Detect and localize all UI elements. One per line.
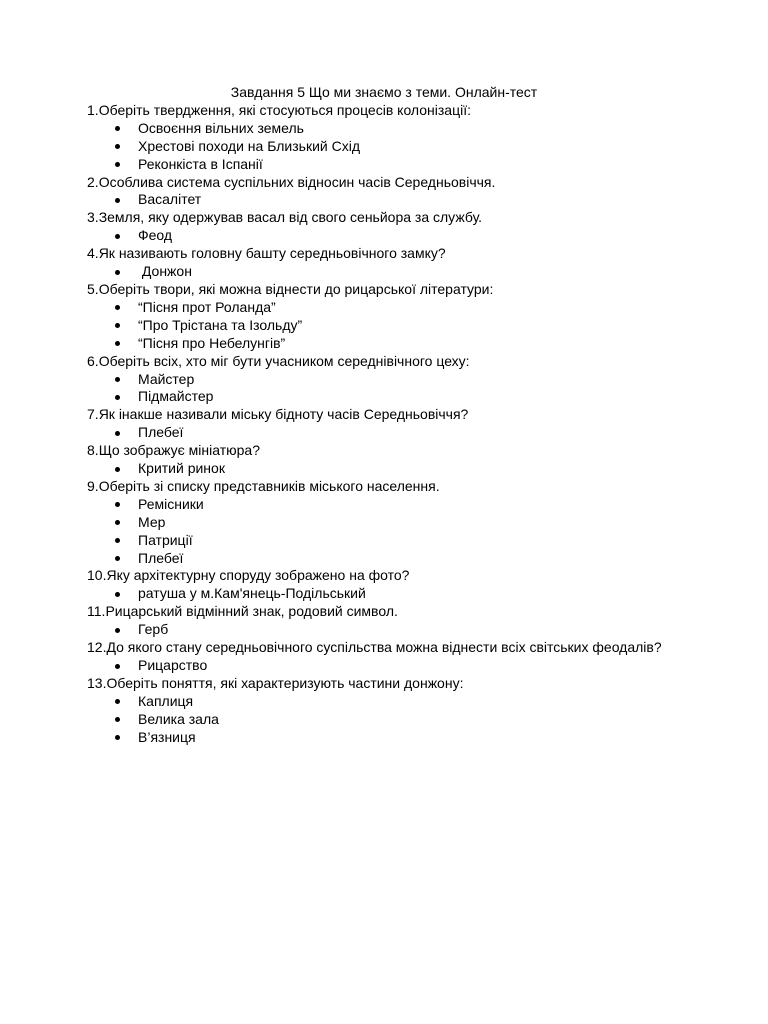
bullet-icon — [115, 144, 120, 149]
answer-text: Донжон — [138, 263, 192, 280]
answer-item — [87, 532, 738, 550]
bullet-icon — [115, 502, 120, 507]
question-number: 12. — [87, 639, 107, 656]
answer-item — [87, 496, 738, 514]
answer-text: Майстер — [138, 370, 195, 387]
question-text: Земля, яку одержував васал від свого сеньйора за службу. — [98, 209, 483, 226]
bullet-icon — [115, 270, 120, 275]
answer-item — [87, 460, 738, 478]
answer-item — [87, 729, 738, 747]
question-text: Особлива система суспільних відносин часів Середньовіччя. — [98, 173, 496, 190]
question-line — [87, 675, 738, 693]
bullet-icon — [115, 431, 120, 436]
answer-text: Мер — [138, 513, 166, 530]
answer-text: Рицарство — [138, 657, 208, 673]
answer-item — [87, 371, 738, 389]
answer-text: “Пісня прот Роланда” — [138, 298, 276, 315]
bullet-icon — [115, 664, 120, 669]
bullet-icon — [115, 395, 120, 400]
answer-item — [87, 299, 738, 317]
bullet-icon — [115, 699, 120, 704]
question-line — [87, 639, 738, 657]
answer-item — [87, 621, 738, 639]
answer-item — [87, 227, 738, 245]
bullet-icon — [115, 162, 120, 167]
question-text: Оберіть твори, які можна віднести до рицарської літератури: — [98, 280, 494, 297]
question-line — [87, 406, 738, 424]
answer-item — [87, 585, 738, 603]
question-line — [87, 353, 738, 371]
answer-text: Каплиця — [138, 692, 194, 709]
bullet-icon — [115, 377, 120, 382]
question-line — [87, 245, 738, 263]
bullet-icon — [115, 717, 120, 722]
question-text: Яку архітектурну споруду зображено на фото? — [106, 567, 410, 584]
answer-item — [87, 317, 738, 335]
answer-item — [87, 550, 738, 568]
answer-text: Підмайстер — [138, 388, 214, 405]
answer-text: Хрестові походи на Близький Схід — [138, 137, 360, 154]
answer-item — [87, 191, 738, 209]
bullet-icon — [115, 305, 120, 310]
question-text: Як називають головну башту середньовічного замку? — [98, 245, 446, 262]
answer-item — [87, 514, 738, 532]
answer-text: Плебеї — [138, 424, 184, 441]
bullet-icon — [115, 538, 120, 543]
question-line — [87, 209, 738, 227]
answer-text: В’язниця — [138, 728, 196, 745]
question-number: 9. — [87, 477, 99, 494]
answer-item — [87, 657, 738, 675]
answer-item — [87, 424, 738, 442]
question-line — [87, 603, 738, 621]
question-text: Як інакше називали міську бідноту часів Середньовіччя? — [98, 406, 469, 423]
bullet-icon — [115, 592, 120, 597]
bullet-icon — [115, 234, 120, 239]
answer-text: Критий ринок — [138, 460, 225, 477]
answer-text: Феод — [138, 227, 173, 244]
answer-text: Ремісники — [138, 495, 204, 512]
question-number: 3. — [87, 209, 99, 226]
bullet-icon — [115, 556, 120, 561]
question-line — [87, 174, 738, 192]
answer-text: Герб — [138, 621, 169, 638]
question-number: 6. — [87, 352, 99, 369]
question-number: 7. — [87, 406, 99, 423]
bullet-icon — [115, 323, 120, 328]
answer-item — [87, 335, 738, 353]
question-line — [87, 478, 738, 496]
question-number: 4. — [87, 245, 99, 262]
bullet-icon — [115, 735, 120, 740]
bullet-icon — [115, 341, 120, 346]
question-number: 5. — [87, 280, 99, 297]
question-number: 8. — [87, 442, 99, 459]
answer-text: “Пісня про Небелунгів” — [138, 334, 286, 351]
bullet-icon — [115, 126, 120, 131]
question-text: Рицарський відмінний знак, родовий символ. — [105, 603, 398, 620]
answer-item — [87, 156, 738, 174]
question-number: 13. — [87, 674, 107, 691]
question-text: Оберіть поняття, які характеризують частини донжону: — [106, 674, 464, 691]
answer-text: Реконкіста в Іспанії — [138, 155, 263, 172]
answer-text: ратуша у м.Кам'янець-Подільський — [138, 585, 366, 602]
question-line — [87, 102, 738, 120]
answer-item — [87, 138, 738, 156]
answer-text: “Про Трістана та Ізольду” — [138, 316, 303, 333]
question-text: Оберіть зі списку представників міського населення. — [98, 477, 440, 494]
question-line — [87, 281, 738, 299]
question-number: 2. — [87, 173, 99, 190]
answer-item — [87, 388, 738, 406]
answer-item — [87, 693, 738, 711]
bullet-icon — [115, 467, 120, 472]
bullet-icon — [115, 628, 120, 633]
answer-text: Васалітет — [138, 191, 202, 208]
question-line — [87, 567, 738, 585]
answer-text: Плебеї — [138, 549, 184, 566]
question-number: 10. — [87, 567, 107, 584]
question-text: До якого стану середньовічного суспільства можна віднести всіх світських феодалів? — [106, 639, 662, 656]
answer-text: Патриції — [138, 531, 193, 548]
answer-item — [87, 711, 738, 729]
bullet-icon — [115, 520, 120, 525]
answer-item — [87, 120, 738, 138]
answer-item — [87, 263, 738, 281]
question-number: 11. — [87, 603, 106, 620]
question-number: 1. — [87, 101, 99, 118]
answer-text: Велика зала — [138, 710, 219, 727]
question-list — [0, 102, 768, 747]
question-line — [87, 442, 738, 460]
answer-text: Освоєння вільних земель — [138, 119, 304, 136]
question-text: Що зображує мініатюра? — [98, 442, 261, 459]
question-text: Оберіть твердження, які стосуються процесів колонізації: — [98, 101, 471, 118]
question-text: Оберіть всіх, хто міг бути учасником середнівічного цеху: — [98, 352, 470, 369]
page-title: Завдання 5 Що ми знаємо з теми. Онлайн-тест — [230, 84, 538, 100]
bullet-icon — [115, 198, 120, 203]
